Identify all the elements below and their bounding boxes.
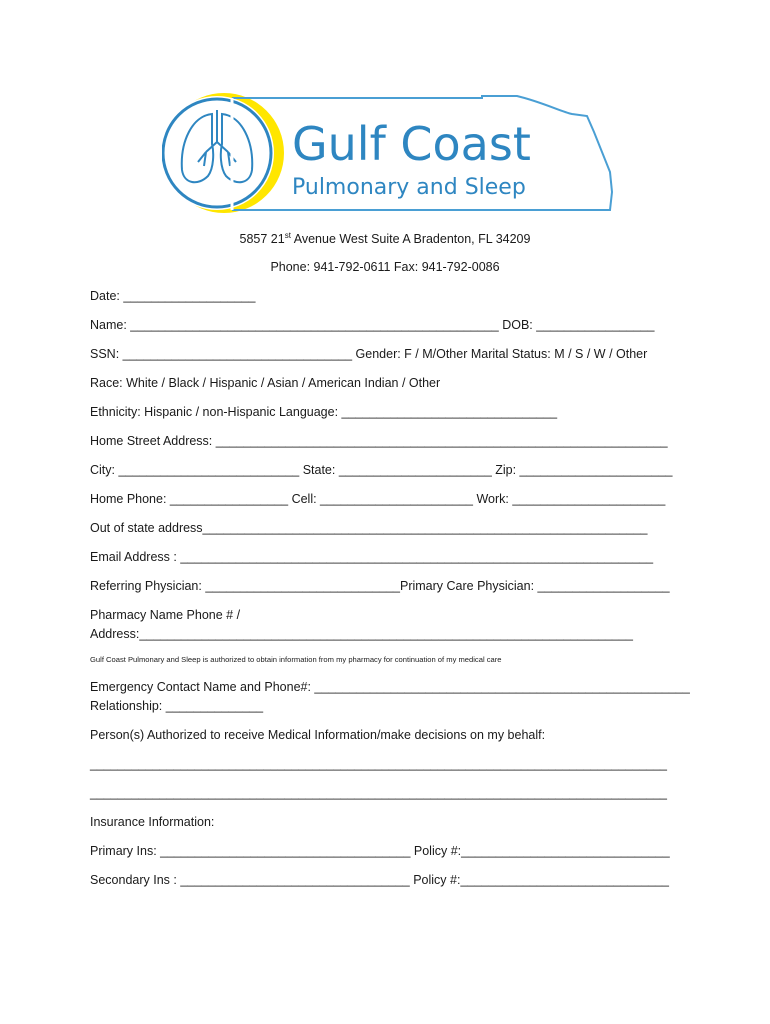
out-of-state-address-field[interactable]: Out of state address________________________________________________________________ — [90, 521, 648, 535]
authorized-blank-line-2[interactable]: ___________________________________________________________________________________ — [90, 786, 668, 800]
insurance-heading: Insurance Information: — [90, 815, 215, 829]
authorized-blank-line-1[interactable]: ___________________________________________________________________________________ — [90, 757, 668, 771]
secondary-insurance-field[interactable]: Secondary Ins : _________________________________ Policy #:______________________________ — [90, 873, 670, 887]
emergency-contact-field[interactable]: Emergency Contact Name and Phone#: ______________________________________________________ — [90, 680, 690, 694]
ssn-gender-marital-field[interactable]: SSN: _________________________________ Gender: F / M/Other Marital Status: M / S / W / Other — [90, 347, 648, 361]
date-field[interactable]: Date: ___________________ — [90, 289, 256, 303]
pharmacy-address-field[interactable]: Address:_______________________________________________________________________ — [90, 627, 633, 641]
gulf-coast-logo — [162, 92, 614, 214]
home-address-field[interactable]: Home Street Address: _________________________________________________________________ — [90, 434, 668, 448]
city-state-zip-field[interactable]: City: __________________________ State: ______________________ Zip: ______________________ — [90, 463, 673, 477]
name-dob-field[interactable]: Name: _____________________________________________________ DOB: _________________ — [90, 318, 655, 332]
pharmacy-authorization-note: Gulf Coast Pulmonary and Sleep is authorized to obtain information from my pharmacy for continuation of my medical care — [90, 655, 502, 664]
logo-title: Gulf Coast — [292, 117, 531, 171]
pharmacy-label: Pharmacy Name Phone # / — [90, 608, 241, 622]
ethnicity-language-field[interactable]: Ethnicity: Hispanic / non-Hispanic Language: _______________________________ — [90, 405, 558, 419]
logo-subtitle: Pulmonary and Sleep — [292, 175, 526, 200]
clinic-phone-fax: Phone: 941-792-0611 Fax: 941-792-0086 — [270, 260, 500, 274]
phone-numbers-field[interactable]: Home Phone: _________________ Cell: ______________________ Work: ______________________ — [90, 492, 666, 506]
relationship-field[interactable]: Relationship: ______________ — [90, 699, 264, 713]
race-field[interactable]: Race: White / Black / Hispanic / Asian / American Indian / Other — [90, 376, 441, 390]
physician-field[interactable]: Referring Physician: ____________________________Primary Care Physician: ___________________ — [90, 579, 670, 593]
primary-insurance-field[interactable]: Primary Ins: ____________________________________ Policy #:______________________________ — [90, 844, 670, 858]
email-field[interactable]: Email Address : ____________________________________________________________________ — [90, 550, 654, 564]
authorized-persons-label: Person(s) Authorized to receive Medical Information/make decisions on my behalf: — [90, 728, 546, 742]
clinic-address: 5857 21st Avenue West Suite A Bradenton, FL 34209 — [239, 231, 531, 247]
